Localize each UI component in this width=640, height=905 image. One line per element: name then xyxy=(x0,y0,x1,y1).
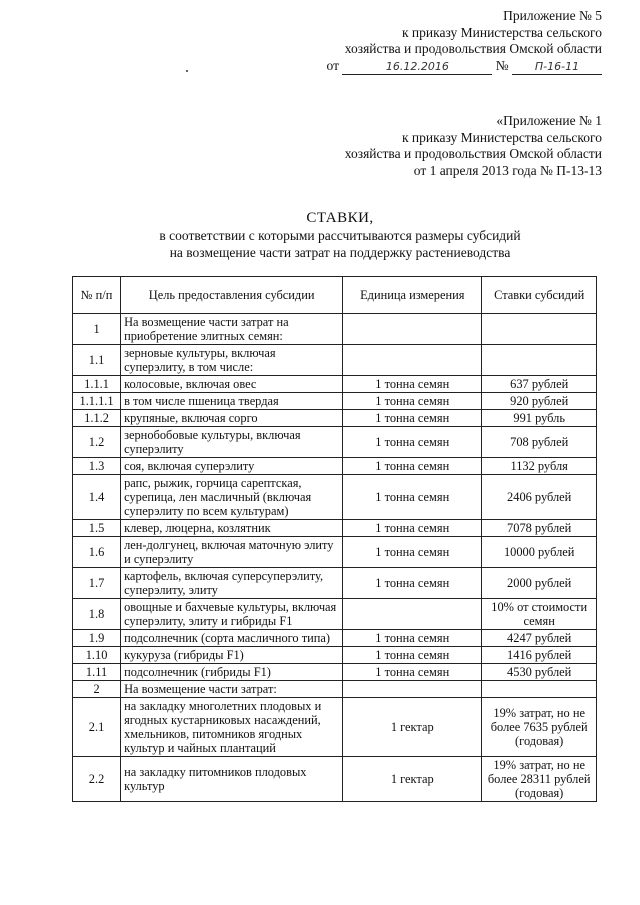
row-unit: 1 тонна семян xyxy=(343,427,482,458)
row-rate: 920 рублей xyxy=(482,393,597,410)
table-row xyxy=(73,393,597,410)
row-unit: 1 тонна семян xyxy=(343,458,482,475)
row-unit: 1 гектар xyxy=(343,698,482,757)
table-row xyxy=(73,664,597,681)
table-header-row xyxy=(73,277,597,314)
table-row xyxy=(73,475,597,520)
number-label: № xyxy=(495,57,509,73)
row-rate: 1416 рублей xyxy=(482,647,597,664)
row-unit xyxy=(343,345,482,376)
row-unit: 1 тонна семян xyxy=(343,630,482,647)
row-rate: 10000 рублей xyxy=(482,537,597,568)
table-body xyxy=(73,314,597,802)
appendix-1-title: «Приложение № 1 xyxy=(496,113,602,128)
header-num: № п/п xyxy=(73,277,121,314)
row-unit xyxy=(343,599,482,630)
row-number: 1.1.1 xyxy=(73,376,121,393)
row-rate: 19% затрат, но не более 28311 рублей (годовая) xyxy=(482,757,597,802)
row-goal: зернобобовые культуры, включая суперэлиту xyxy=(121,427,343,458)
row-rate: 10% от стоимости семян xyxy=(482,599,597,630)
row-goal: рапс, рыжик, горчица сарептская, сурепица, лен масличный (включая суперэлиту по всем культурам) xyxy=(121,475,343,520)
appendix-5-date-line xyxy=(327,58,603,75)
appendix-5-title: Приложение № 5 xyxy=(503,8,602,23)
appendix-1-line3: хозяйства и продовольствия Омской области xyxy=(344,146,602,161)
from-label: от xyxy=(326,57,339,73)
header-goal: Цель предоставления субсидии xyxy=(121,277,343,314)
row-number: 1.2 xyxy=(73,427,121,458)
row-number: 1.10 xyxy=(73,647,121,664)
row-number: 1.9 xyxy=(73,630,121,647)
row-rate: 708 рублей xyxy=(482,427,597,458)
row-number: 1.3 xyxy=(73,458,121,475)
row-unit: 1 тонна семян xyxy=(343,393,482,410)
handwritten-date: 16.12.2016 xyxy=(342,60,492,75)
row-goal: соя, включая суперэлиту xyxy=(121,458,343,475)
table-row xyxy=(73,681,597,698)
row-rate: 2406 рублей xyxy=(482,475,597,520)
header-rate: Ставки субсидий xyxy=(482,277,597,314)
row-number: 1.1.2 xyxy=(73,410,121,427)
row-number: 1.1 xyxy=(73,345,121,376)
appendix-1-line2: к приказу Министерства сельского xyxy=(401,129,602,145)
row-goal: клевер, люцерна, козлятник xyxy=(121,520,343,537)
row-rate: 1132 рубля xyxy=(482,458,597,475)
row-goal: подсолнечник (гибриды F1) xyxy=(121,664,343,681)
row-goal: овощные и бахчевые культуры, включая суперэлиту, элиту и гибриды F1 xyxy=(121,599,343,630)
table-row xyxy=(73,410,597,427)
table-row xyxy=(73,630,597,647)
table-row xyxy=(73,568,597,599)
row-number: 1.11 xyxy=(73,664,121,681)
row-rate xyxy=(482,345,597,376)
row-number: 1.1.1.1 xyxy=(73,393,121,410)
appendix-1-header xyxy=(345,113,602,179)
subsidy-rates-table xyxy=(72,276,597,802)
row-unit xyxy=(343,314,482,345)
row-goal: крупяные, включая сорго xyxy=(121,410,343,427)
row-number: 1.8 xyxy=(73,599,121,630)
row-number: 1.7 xyxy=(73,568,121,599)
row-unit: 1 гектар xyxy=(343,757,482,802)
row-goal: кукуруза (гибриды F1) xyxy=(121,647,343,664)
appendix-1-line4: от 1 апреля 2013 года № П-13-13 xyxy=(413,162,602,178)
table-row xyxy=(73,520,597,537)
row-goal: подсолнечник (сорта масличного типа) xyxy=(121,630,343,647)
row-unit: 1 тонна семян xyxy=(343,520,482,537)
table-row xyxy=(73,427,597,458)
row-goal: лен-долгунец, включая маточную элиту и суперэлиту xyxy=(121,537,343,568)
row-goal: в том числе пшеница твердая xyxy=(121,393,343,410)
row-rate: 2000 рублей xyxy=(482,568,597,599)
handwritten-number: П-16-11 xyxy=(512,60,602,75)
table-row xyxy=(73,314,597,345)
row-goal: картофель, включая суперсуперэлиту, суперэлиту, элиту xyxy=(121,568,343,599)
row-rate: 7078 рублей xyxy=(482,520,597,537)
table-row xyxy=(73,345,597,376)
table-row xyxy=(73,647,597,664)
row-goal: На возмещение части затрат: xyxy=(121,681,343,698)
row-unit: 1 тонна семян xyxy=(343,475,482,520)
header-unit: Единица измерения xyxy=(343,277,482,314)
table-row xyxy=(73,537,597,568)
appendix-5-header xyxy=(327,8,603,75)
row-unit: 1 тонна семян xyxy=(343,568,482,599)
row-number: 2.2 xyxy=(73,757,121,802)
row-unit: 1 тонна семян xyxy=(343,647,482,664)
row-goal: колосовые, включая овес xyxy=(121,376,343,393)
row-number: 2 xyxy=(73,681,121,698)
row-goal: на закладку многолетних плодовых и ягодных кустарниковых насаждений, хмельников, питомников ягодных культур и чайных плантаций xyxy=(121,698,343,757)
table-row xyxy=(73,757,597,802)
document-title xyxy=(0,210,640,261)
row-unit: 1 тонна семян xyxy=(343,664,482,681)
row-rate: 991 рубль xyxy=(482,410,597,427)
row-number: 2.1 xyxy=(73,698,121,757)
row-unit: 1 тонна семян xyxy=(343,376,482,393)
row-rate: 4247 рублей xyxy=(482,630,597,647)
row-number: 1 xyxy=(73,314,121,345)
row-goal: на закладку питомников плодовых культур xyxy=(121,757,343,802)
title-main: СТАВКИ, xyxy=(306,210,374,226)
row-rate: 19% затрат, но не более 7635 рублей (годовая) xyxy=(482,698,597,757)
row-unit xyxy=(343,681,482,698)
table-row xyxy=(73,458,597,475)
appendix-5-line3: хозяйства и продовольствия Омской области xyxy=(344,41,602,56)
row-goal: зерновые культуры, включая суперэлиту, в том числе: xyxy=(121,345,343,376)
row-rate xyxy=(482,681,597,698)
row-rate: 4530 рублей xyxy=(482,664,597,681)
row-number: 1.6 xyxy=(73,537,121,568)
table-row xyxy=(73,698,597,757)
row-unit: 1 тонна семян xyxy=(343,537,482,568)
row-number: 1.4 xyxy=(73,475,121,520)
table-row xyxy=(73,376,597,393)
title-sub-2: на возмещение части затрат на поддержку растениеводства xyxy=(169,245,511,260)
appendix-5-line2: к приказу Министерства сельского xyxy=(401,24,602,40)
title-sub-1: в соответствии с которыми рассчитываются размеры субсидий xyxy=(159,228,521,243)
row-goal: На возмещение части затрат на приобретение элитных семян: xyxy=(121,314,343,345)
row-rate xyxy=(482,314,597,345)
scan-speck xyxy=(186,70,188,72)
table-row xyxy=(73,599,597,630)
row-rate: 637 рублей xyxy=(482,376,597,393)
row-number: 1.5 xyxy=(73,520,121,537)
row-unit: 1 тонна семян xyxy=(343,410,482,427)
